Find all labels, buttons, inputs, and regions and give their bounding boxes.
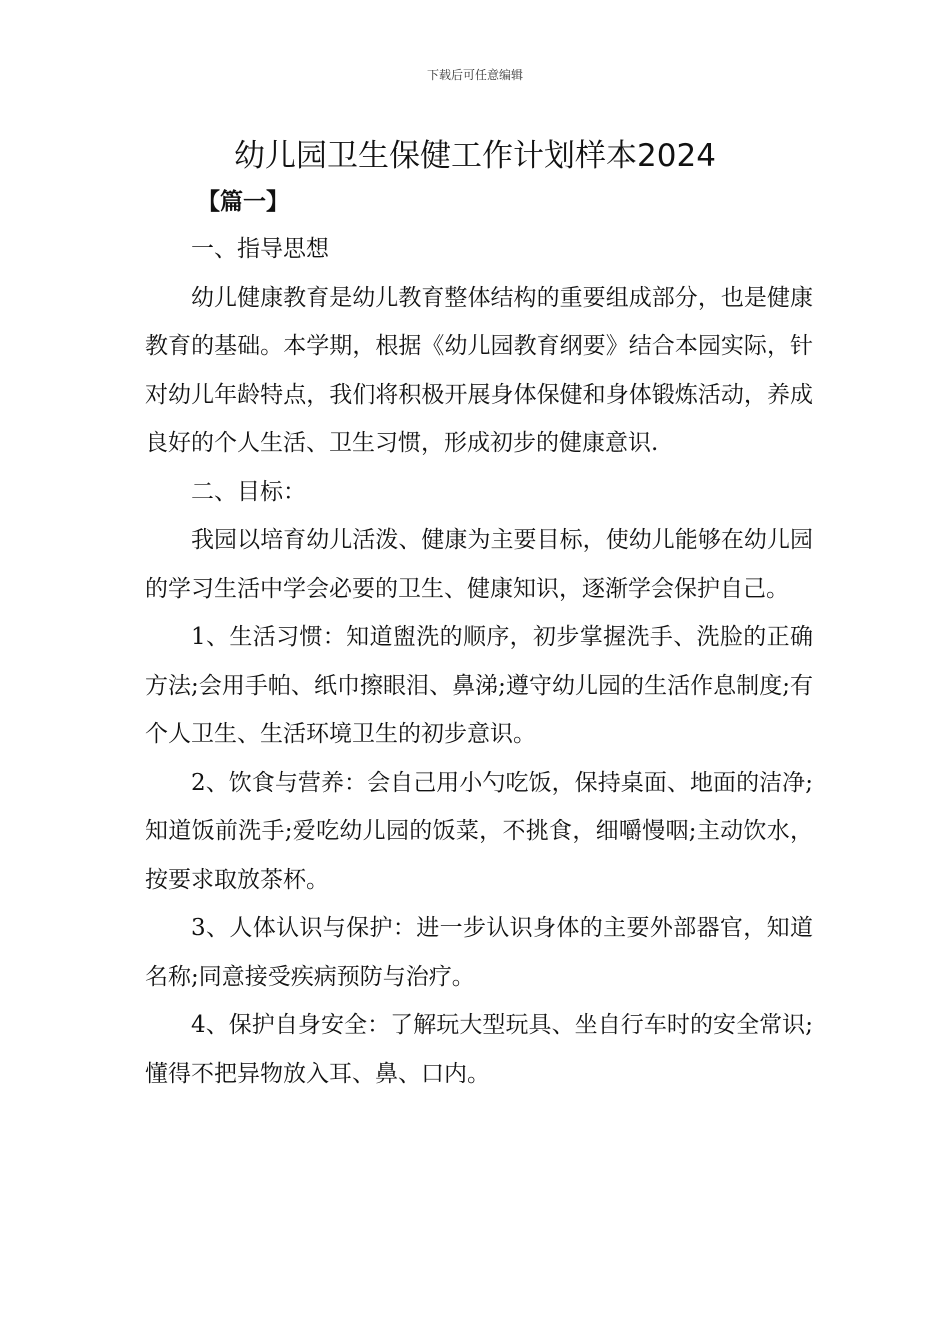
paragraph-item-3: 3、人体认识与保护：进一步认识身体的主要外部器官，知道名称;同意接受疾病预防与治疗。: [145, 915, 813, 990]
paragraph-heading-guidance: 一、指导思想: [191, 236, 329, 262]
section-mark: 【篇一】: [197, 189, 289, 215]
paragraph-item-1: 1、生活习惯：知道盥洗的顺序，初步掌握洗手、洗脸的正确方法;会用手帕、纸巾擦眼泪、鼻涕;遵守幼儿园的生活作息制度;有个人卫生、生活环境卫生的初步意识。: [145, 624, 813, 747]
document-body: [145, 225, 813, 1098]
paragraph: 幼儿健康教育是幼儿教育整体结构的重要组成部分，也是健康教育的基础。本学期，根据《幼儿园教育纲要》结合本园实际，针对幼儿年龄特点，我们将积极开展身体保健和身体锻炼活动，养成良好的个人生活、卫生习惯，形成初步的健康意识.: [145, 284, 813, 456]
paragraph-heading-goals: 二、目标：: [191, 478, 306, 505]
paragraph-item-4: 4、保护自身安全：了解玩大型玩具、坐自行车时的安全常识;懂得不把异物放入耳、鼻、口内。: [145, 1012, 813, 1087]
document-title: 幼儿园卫生保健工作计划样本2024: [234, 138, 716, 174]
paragraph-item-2: 2、饮食与营养：会自己用小勺吃饭，保持桌面、地面的洁净;知道饭前洗手;爱吃幼儿园的饭菜，不挑食，细嚼慢咽;主动饮水，按要求取放茶杯。: [145, 769, 813, 893]
paragraph: 我园以培育幼儿活泼、健康为主要目标，使幼儿能够在幼儿园的学习生活中学会必要的卫生、健康知识，逐渐学会保护自己。: [145, 527, 813, 602]
header-note: 下载后可任意编辑: [426, 68, 523, 82]
